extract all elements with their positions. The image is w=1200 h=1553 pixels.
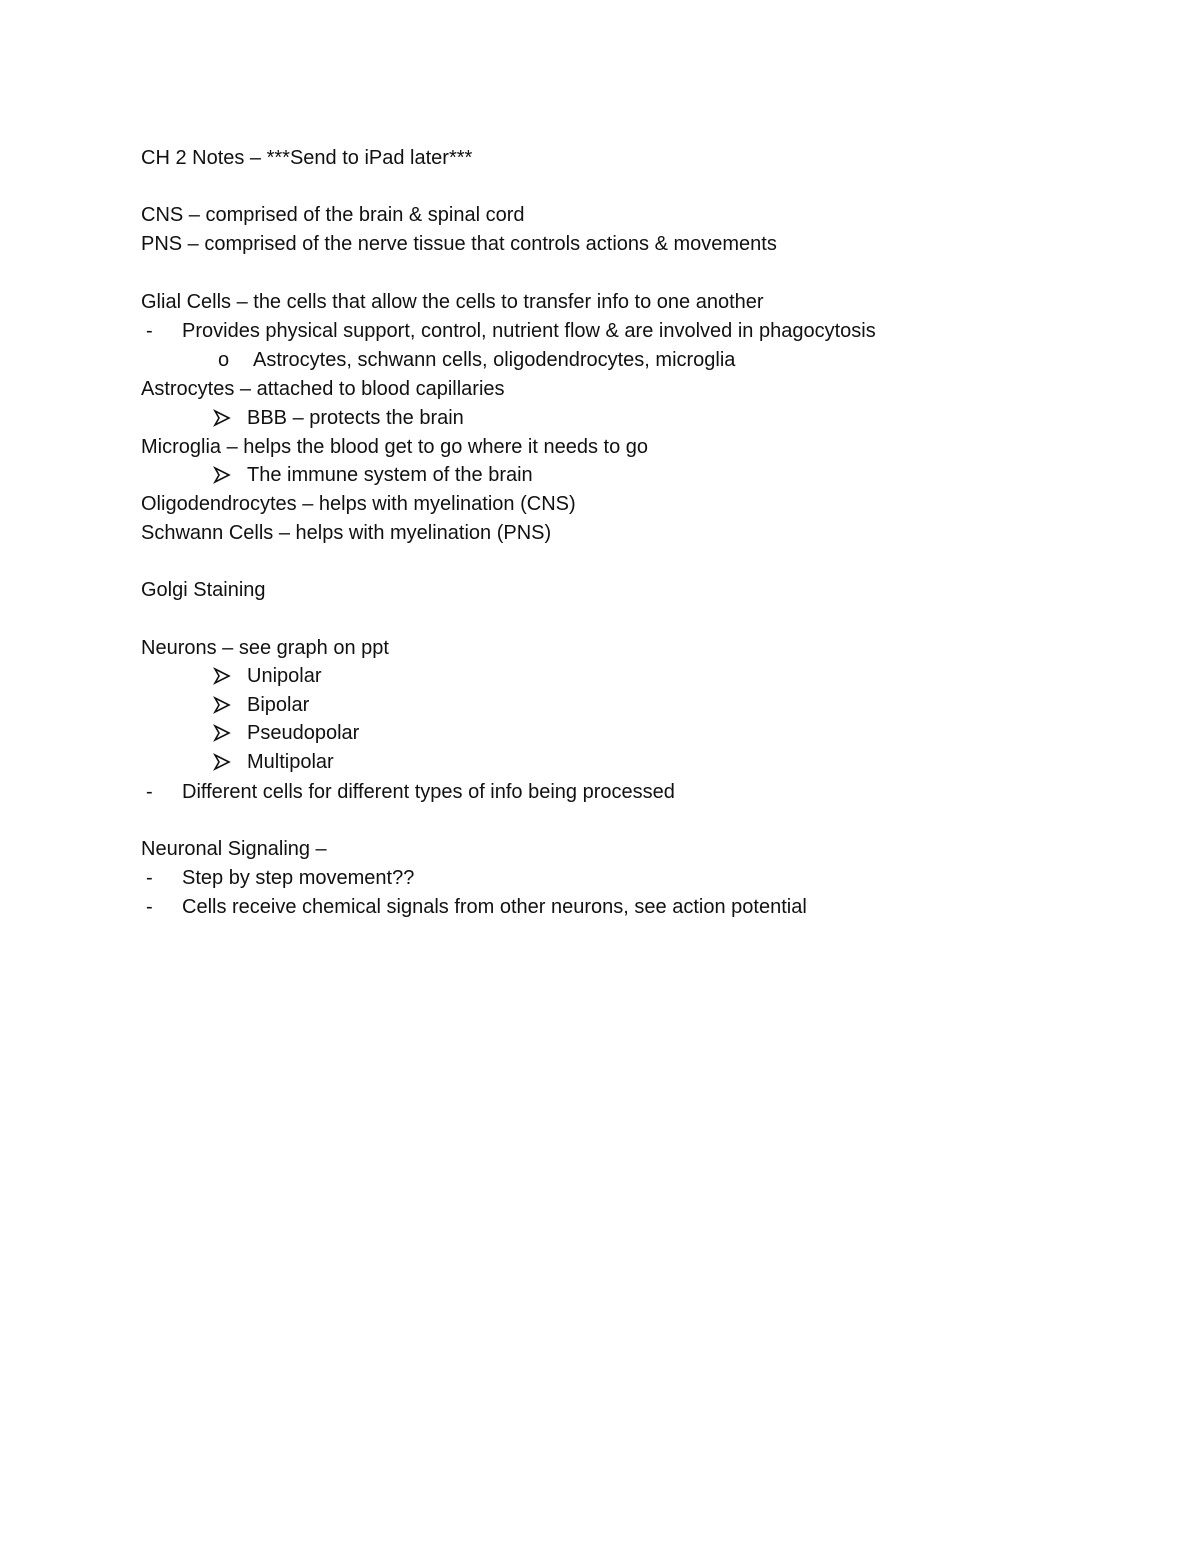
arrow-bullet-icon — [213, 466, 231, 484]
arrow-bullet-icon — [213, 753, 231, 771]
neuron-type-item: Multipolar — [141, 750, 541, 774]
arrow-bullet-icon — [213, 667, 231, 685]
glial-bullet: - Provides physical support, control, nutrient flow & are involved in phagocytosis — [146, 320, 876, 342]
astrocytes-point: BBB – protects the brain — [141, 406, 641, 430]
arrow-bullet-icon — [213, 724, 231, 742]
dash-bullet-marker: - — [146, 320, 153, 342]
signaling-bullet: - Cells receive chemical signals from other neurons, see action potential — [146, 896, 807, 918]
neuron-type-item: Unipolar — [141, 664, 541, 688]
arrow-bullet-icon — [213, 696, 231, 714]
dash-bullet-marker: - — [146, 867, 153, 889]
document-page: CH 2 Notes – ***Send to iPad later*** CNS – comprised of the brain & spinal cord PNS – comprised of the nerve tissue that controls actions & movements Glial Cells – the cells that allow the cells to transfer info to one another - Provides physical support, control, nutrient flow & are involved in phagocytosis o Astrocytes, schwann cells, oligodendrocytes, microglia Astrocytes – attached to blood capillaries BBB – protects the brain Microglia – helps the blood get to go where it needs to go The immune system of the brain Oligodendrocytes – helps with myelination (CNS) Schwann Cells – helps with myelination (PNS) Golgi Staining Neurons – see graph on ppt Unipolar Bipolar Pseudopolar Multipolar - Different cells for different types of info being processed Neuronal Signaling – - Step by step movement?? - Cells receive chemical signals from other neurons, see action potential — [0, 0, 1200, 1553]
signaling-bullet: - Step by step movement?? — [146, 867, 415, 889]
neuron-type-item: Bipolar — [141, 693, 541, 717]
neuron-type-item: Pseudopolar — [141, 721, 541, 745]
neurons-bullet: - Different cells for different types of info being processed — [146, 781, 675, 803]
circle-bullet-marker: o — [218, 349, 230, 371]
dash-bullet-marker: - — [146, 781, 153, 803]
dash-bullet-marker: - — [146, 896, 153, 918]
microglia-point: The immune system of the brain — [141, 463, 641, 487]
arrow-bullet-icon — [213, 409, 231, 427]
glial-sub-bullet: o Astrocytes, schwann cells, oligodendrocytes, microglia — [218, 349, 736, 371]
